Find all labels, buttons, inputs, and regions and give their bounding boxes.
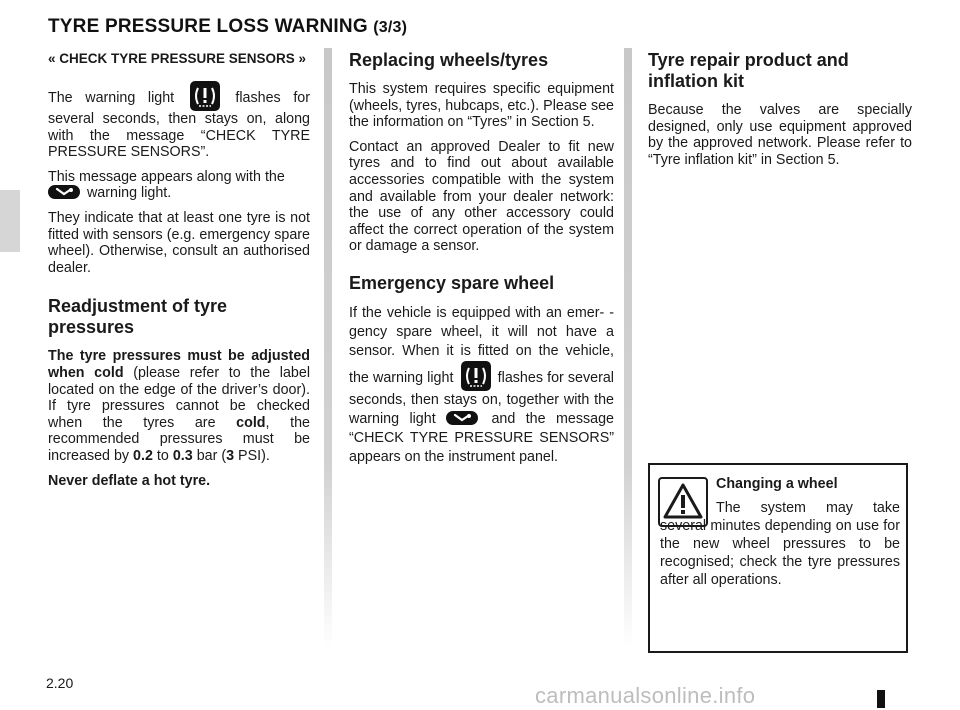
value-bold: 0.3 <box>172 447 193 464</box>
column-divider-right <box>624 48 632 648</box>
paragraph-contact-dealer: Contact an approved Dealer to fit new tyres and to find out about available accessories compatible with the system and available from your dealer network: the use of any other accessory could affect the correct operation of the system or damage a sensor. <box>349 138 614 255</box>
text-fragment: warning light. <box>86 185 172 202</box>
text-fragment: PSI). <box>238 447 270 464</box>
column-right <box>648 50 912 176</box>
text-fragment: flashes for several seconds, then stays on, along with the message “CHECK TYRE PRESSURE SENSORS”. <box>48 90 310 161</box>
corner-mark <box>877 690 885 708</box>
section-heading-replacing: Replacing wheels/tyres <box>349 50 549 70</box>
note-box-changing-wheel <box>648 463 908 653</box>
text-fragment: , the recommended pressures must be increased by <box>48 414 310 464</box>
section-heading-spare-wheel: Emergency spare wheel <box>349 272 555 293</box>
section-heading-repair-kit: Tyre repair product and inflation kit <box>648 50 849 91</box>
value-bold: 0.2 <box>133 447 153 464</box>
paragraph-never-deflate <box>48 473 310 490</box>
paragraph-spare-wheel <box>349 304 614 467</box>
page-number: 2.20 <box>46 675 74 691</box>
section-tab <box>0 190 20 252</box>
service-wrench-icon <box>48 185 80 199</box>
text-bold: cold <box>236 414 266 431</box>
paragraph-valves: Because the valves are specially designed, only use equipment approved by the approved network. Please refer to “Tyre inflation kit” in Section 5. <box>648 102 912 168</box>
value-bold: 3 <box>226 447 235 464</box>
text-fragment: flashes for several seconds, then stays on, together with the warning light <box>349 369 614 427</box>
note-text: The system may take several minutes depending on use for the new wheel pressures to be recognised; check the tyre pressures after all operations. <box>660 500 900 588</box>
paragraph-requires: This system requires specific equipment (wheels, tyres, hubcaps, etc.). Please see the information on “Tyres” in Section 5. <box>349 81 614 131</box>
text-fragment: (please refer to the label located on the edge of the driver’s door). If tyre pressures cannot be checked when the tyres are <box>48 364 310 431</box>
paragraph-warning-light <box>48 81 310 161</box>
text-fragment: If the vehicle is equipped with an emer- - gency spare wheel, it will not have a sensor. When it is fitted on the vehicle, the warning light <box>349 304 614 386</box>
column-middle <box>349 50 614 475</box>
paragraph-readjustment <box>48 348 310 464</box>
text-bold: Never deflate a hot tyre. <box>48 472 211 489</box>
text-bold: The tyre pressures must be adjusted when cold <box>48 348 310 381</box>
tyre-pressure-warning-icon <box>461 361 491 391</box>
tyre-pressure-warning-icon <box>190 81 220 111</box>
text-fragment: and the message “CHECK TYRE PRESSURE SENSORS” appears on the instrument panel. <box>349 410 614 465</box>
paragraph-indicate: They indicate that at least one tyre is not fitted with sensors (e.g. emergency spare wheel). Otherwise, consult an authorised dealer. <box>48 209 310 276</box>
paragraph-message-appears <box>48 169 310 202</box>
note-title: Changing a wheel <box>716 476 838 492</box>
check-sensors-heading: « CHECK TYRE PRESSURE SENSORS » <box>48 51 307 66</box>
page-title <box>48 16 407 38</box>
text-fragment: bar ( <box>196 447 227 464</box>
watermark: carmanualsonline.info <box>535 683 756 708</box>
column-divider-left <box>324 48 332 648</box>
page-title-suffix: (3/3) <box>373 19 408 36</box>
page-title-text: TYRE PRESSURE LOSS WARNING <box>48 16 368 37</box>
column-left <box>48 50 310 497</box>
text-fragment: This message appears along with the <box>48 168 285 185</box>
service-wrench-icon <box>446 411 478 425</box>
section-heading-readjustment: Readjustment of tyre pressures <box>48 296 228 338</box>
text-fragment: The warning light <box>48 90 175 106</box>
text-fragment: to <box>156 447 169 464</box>
